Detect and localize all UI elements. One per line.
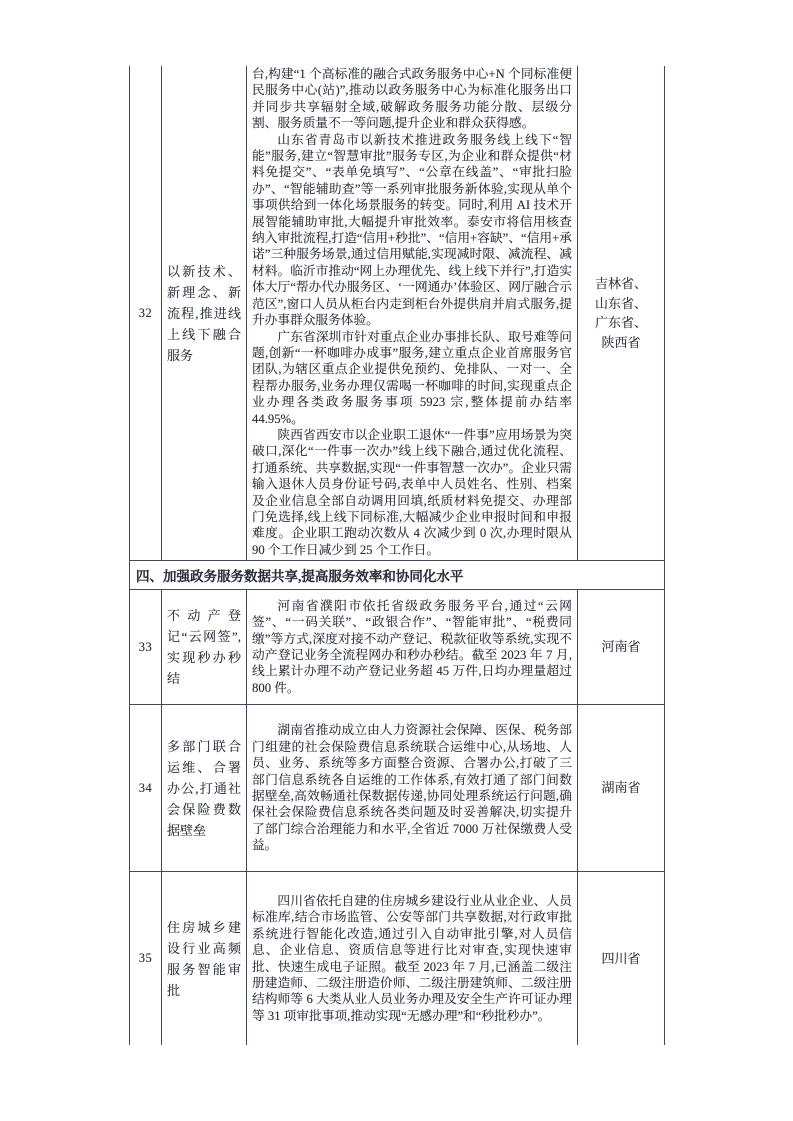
row-title-cell	[161, 872, 246, 1045]
row-number-cell	[129, 66, 161, 560]
row-title: 多部门联合运维、合署办公,打通社会保险费数据壁垒	[167, 738, 241, 838]
table-row-32	[129, 66, 665, 561]
row-province-cell	[577, 66, 665, 560]
row-body-cell	[246, 66, 577, 560]
row-province-cell	[577, 705, 665, 871]
section-header-text: 四、加强政务服务数据共享,提高服务效率和协同化水平	[136, 569, 464, 584]
row-province-cell	[577, 872, 665, 1045]
row-body-cell	[246, 705, 577, 871]
row-title-cell	[161, 590, 246, 704]
row-number-cell	[129, 872, 161, 1045]
province-item: 山东省、	[594, 295, 647, 311]
province-item: 湖南省	[601, 780, 641, 796]
body-paragraph: 山东省青岛市以新技术推进政务服务线上线下“智能”服务,建立“智慧审批”服务专区,为企业和群众提供“材料免提交”、“表单免填写”、“公章在线盖”、“审批扫脸办”、“智能辅助查”等一系列审批服务新体验,实现从单个事项供给到一体化场景服务的转变。同时,利用 AI 技术开展智能辅助审批,大幅提升审批效率。泰安市将信用核查纳入审批流程,打造“信用+秒批”、“信用+容缺”、“信用+承诺”三种服务场景,通过信用赋能,实现减时限、减流程、减材料。临沂市推动“网上办理优先、线上线下并行”,打造实体大厅“帮办代办服务区、‘一网通办’体验区、网厅融合示范区”,窗口人员从柜台内走到柜台外提供肩并肩式服务,提升办事群众服务体验。	[252, 132, 572, 328]
body-paragraph: 陕西省西安市以企业职工退休“一件事”应用场景为突破口,深化“一件事一次办”线上线下融合,通过优化流程、打通系统、共享数据,实现“一件事智慧一次办”。企业只需输入退休人员身份证号码,表单中人员姓名、性别、档案及企业信息全部自动调用回填,纸质材料免提交、办理部门免选择,线上线下同标准,大幅减少企业申报时间和申报难度。企业职工跑动次数从 4 次减少到 0 次,办理时限从 90 个工作日减少到 25 个工作日。	[252, 427, 572, 557]
row-number-cell	[129, 590, 161, 704]
row-title: 住房城乡建设行业高频服务智能审批	[167, 919, 241, 998]
row-number-cell	[129, 705, 161, 871]
row-title-cell	[161, 66, 246, 560]
row-number: 34	[138, 780, 153, 795]
row-number: 35	[138, 951, 153, 965]
province-item: 广东省、	[594, 315, 647, 330]
table-row-35	[129, 872, 665, 1045]
body-paragraph: 广东省深圳市针对重点企业办事排长队、取号难等问题,创新“一杯咖啡办成事”服务,建立重点企业首席服务官团队,为辖区重点企业提供免预约、免排队、一对一、全程帮办服务,业务办理仅需喝一杯咖啡的时间,实现重点企业办理各类政务服务事项 5923 宗,整体提前办结率 44.95%。	[252, 329, 572, 426]
province-item: 河南省	[601, 639, 641, 655]
table-row-33	[129, 590, 665, 705]
row-title: 以新技术、新理念、新流程,推进线上线下融合服务	[167, 263, 241, 363]
province-item: 四川省	[601, 950, 641, 966]
body-paragraph: 湖南省推动成立由人力资源社会保障、医保、税务部门组建的社会保险费信息系统联合运维中心,从场地、人员、业务、系统等多方面整合资源、合署办公,打破了三部门信息系统各自运维的工作体系,有效打通了部门间数据壁垒,高效畅通社保数据传递,协同处理系统运行问题,确保社会保险费信息系统各类问题及时妥善解决,切实提升了部门综合治理能力和水平,全省近 7000 万社保缴费人受益。	[252, 723, 572, 853]
row-province-cell	[577, 590, 665, 704]
table-row-34	[129, 705, 665, 872]
row-body-cell	[246, 872, 577, 1045]
body-paragraph: 四川省依托自建的住房城乡建设行业从业企业、人员标准库,结合市场监管、公安等部门共享数据,对行政审批系统进行智能化改造,通过引入自动审批引擎,对人员信息、企业信息、资质信息等进行比对审查,实现快速审批、快速生成电子证照。截至 2023 年 7 月,已涵盖二级注册建造师、二级注册造价师、二级注册建筑师、二级注册结构师等 6 大类从业人员业务办理及安全生产许可证办理等 31 项审批事项,推动实现“无感办理”和“秒批秒办”。	[252, 893, 572, 1023]
body-paragraph: 河南省濮阳市依托省级政务服务平台,通过“云网签”、“一码关联”、“政银合作”、“智能审批”、“税费同缴”等方式,深度对接不动产登记、税款征收等系统,实现不动产登记业务全流程网办和秒办秒结。截至 2023 年 7 月,线上累计办理不动产登记业务超 45 万件,日均办理量超过 800 件。	[252, 598, 572, 695]
row-title: 不动产登记“云网签”,实现秒办秒结	[167, 608, 241, 686]
province-item: 吉林省、	[594, 276, 647, 291]
row-title-cell	[161, 705, 246, 871]
case-table	[129, 66, 665, 1045]
section-header-row	[129, 561, 665, 590]
body-paragraph-continuation: 台,构建“1 个高标准的融合式政务服务中心+N 个同标准便民服务中心(站)”,推动以政务服务中心为标准化服务出口并同步共享辐射全域,破解政务服务功能分散、层级分割、服务质量不一等问题,提升企业和群众获得感。	[252, 67, 572, 131]
row-body-cell	[246, 590, 577, 704]
row-number: 33	[138, 639, 153, 654]
province-item: 陕西省	[601, 334, 641, 350]
row-number: 32	[138, 305, 153, 320]
